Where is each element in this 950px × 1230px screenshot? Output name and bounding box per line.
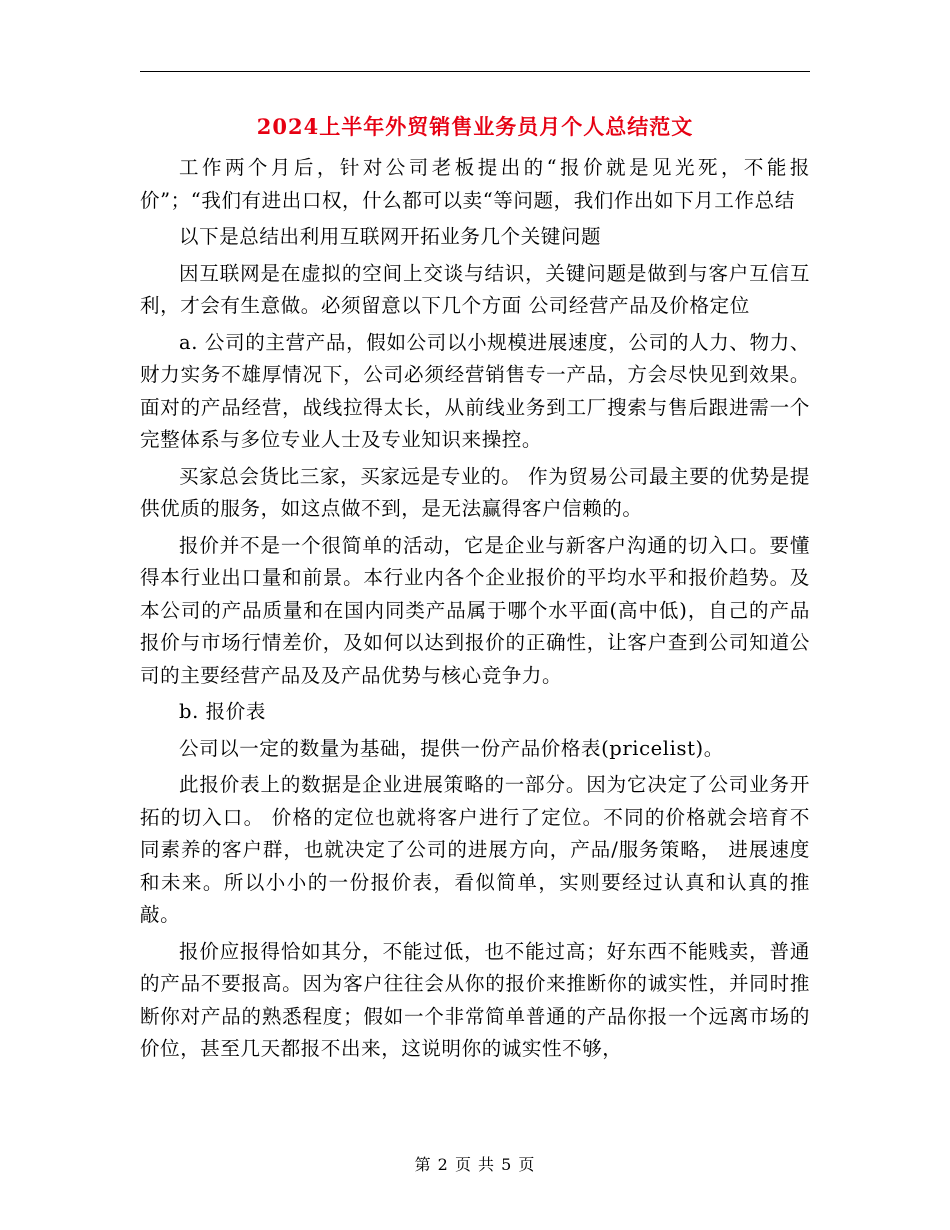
paragraph-9: 此报价表上的数据是企业进展策略的一部分。因为它决定了公司业务开拓的切入口。 价格的定位也就将客户进行了定位。不同的价格就会培育不同素养的客户群，也就决定了公司的进展方向，产品/服务策略， 进展速度和未来。所以小小的一份报价表，看似简单，实则要经过认真和认真的推敲。 bbox=[140, 773, 810, 926]
paragraph-2: 以下是总结出利用互联网开拓业务几个关键问题 bbox=[179, 225, 602, 248]
paragraph-1: 工作两个月后，针对公司老板提出的“报价就是见光死，不能报价”；“我们有进出口权，什么都可以卖“等问题，我们作出如下月工作总结 bbox=[140, 156, 810, 212]
paragraph-10: 报价应报得恰如其分，不能过低，也不能过高；好东西不能贱卖，普通的产品不要报高。因为客户往往会从你的报价来推断你的诚实性，并同时推断你对产品的熟悉程度；假如一个非常简单普通的产品你报一个远离市场的价位，甚至几天都报不出来，这说明你的诚实性不够， bbox=[140, 939, 810, 1060]
header-rule bbox=[140, 71, 810, 72]
document-body bbox=[140, 152, 810, 1070]
paragraph-4: a. 公司的主营产品，假如公司以小规模进展速度，公司的人力、物力、财力实务不雄厚情况下，公司必须经营销售专一产品，方会尽快见到效果。面对的产品经营，战线拉得太长，从前线业务到工厂搜索与售后跟进需一个完整体系与多位专业人士及专业知识来操控。 bbox=[140, 330, 810, 451]
paragraph-7: b. 报价表 bbox=[179, 700, 266, 723]
document-title: 2024上半年外贸销售业务员月个人总结范文 bbox=[256, 114, 694, 139]
paragraph-5: 买家总会货比三家，买家远是专业的。 作为贸易公司最主要的优势是提供优质的服务，如这点做不到，是无法赢得客户信赖的。 bbox=[140, 464, 810, 520]
paragraph-6: 报价并不是一个很简单的活动，它是企业与新客户沟通的切入口。要懂得本行业出口量和前景。本行业内各个企业报价的平均水平和报价趋势。及本公司的产品质量和在国内同类产品属于哪个水平面(高中低)，自己的产品报价与市场行情差价，及如何以达到报价的正确性，让客户查到公司知道公司的主要经营产品及及产品优势与核心竞争力。 bbox=[140, 533, 810, 687]
paragraph-8: 公司以一定的数量为基础，提供一份产品价格表(pricelist)。 bbox=[179, 736, 724, 760]
page-number-footer: 第 2 页 共 5 页 bbox=[414, 1155, 536, 1174]
paragraph-3: 因互联网是在虚拟的空间上交谈与结识，关键问题是做到与客户互信互利，才会有生意做。必须留意以下几个方面 公司经营产品及价格定位 bbox=[140, 261, 810, 317]
